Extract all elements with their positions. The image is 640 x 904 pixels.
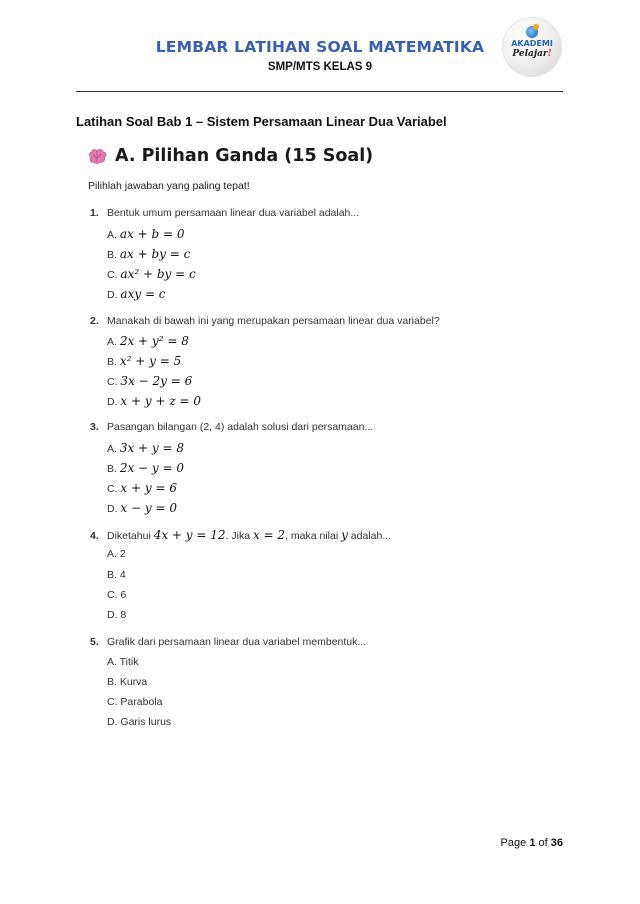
option-2a: A. 2x + y² = 8 xyxy=(107,334,189,348)
option-2b: B. x² + y = 5 xyxy=(107,354,182,368)
section-title: A. Pilihan Ganda (15 Soal) xyxy=(115,146,374,166)
option-3c: C. x + y = 6 xyxy=(107,481,177,495)
option-4d: D. 8 xyxy=(107,609,127,621)
question-4: 4. Diketahui 4x + y = 12. Jika x = 2, maka nilai y adalah... xyxy=(90,528,392,542)
question-number: 2. xyxy=(90,315,99,327)
option-1c: C. ax² + by = c xyxy=(107,267,196,281)
option-3b: B. 2x − y = 0 xyxy=(107,461,185,475)
option-4b: B. 4 xyxy=(107,569,126,581)
akademi-pelajar-logo xyxy=(502,17,562,77)
question-2 xyxy=(90,315,440,327)
logo-text-akademi: AKADEMI xyxy=(511,39,553,48)
question-number: 3. xyxy=(90,421,99,433)
brain-icon xyxy=(88,149,107,164)
header-divider xyxy=(76,91,563,92)
logo-text-pelajar: Pelajar! xyxy=(512,49,552,59)
question-number: 4. xyxy=(90,530,99,542)
option-1b: B. ax + by = c xyxy=(107,247,191,261)
globe-icon xyxy=(526,26,538,38)
question-text: Grafik dari persamaan linear dua variabel membentuk... xyxy=(107,636,367,648)
option-5c: C. Parabola xyxy=(107,696,163,708)
option-1a: A. ax + b = 0 xyxy=(107,227,185,241)
option-4a: A. 2 xyxy=(107,548,126,560)
option-3a: A. 3x + y = 8 xyxy=(107,441,185,455)
option-1d: D. axy = c xyxy=(107,287,166,301)
document-title: LEMBAR LATIHAN SOAL MATEMATIKA xyxy=(155,38,485,56)
option-5a: A. Titik xyxy=(107,656,139,668)
question-1 xyxy=(90,207,359,219)
question-3 xyxy=(90,421,373,433)
question-text: Bentuk umum persamaan linear dua variabel adalah... xyxy=(107,207,360,219)
chapter-title: Latihan Soal Bab 1 – Sistem Persamaan Linear Dua Variabel xyxy=(76,114,447,129)
option-2c: C. 3x − 2y = 6 xyxy=(107,374,193,388)
question-text: Manakah di bawah ini yang merupakan persamaan linear dua variabel? xyxy=(107,315,440,327)
instruction-text: Pilihlah jawaban yang paling tepat! xyxy=(88,180,250,192)
section-heading xyxy=(88,146,373,166)
option-2d: D. x + y + z = 0 xyxy=(107,394,201,408)
page-number: Page 1 of 36 xyxy=(500,837,563,849)
option-5d: D. Garis lurus xyxy=(107,716,172,728)
document-subtitle: SMP/MTS KELAS 9 xyxy=(267,61,373,73)
question-number: 1. xyxy=(90,207,99,219)
option-5b: B. Kurva xyxy=(107,676,148,688)
option-3d: D. x − y = 0 xyxy=(107,501,177,515)
question-text: Pasangan bilangan (2, 4) adalah solusi dari persamaan... xyxy=(107,421,374,433)
option-4c: C. 6 xyxy=(107,589,127,601)
question-number: 5. xyxy=(90,636,99,648)
question-5 xyxy=(90,636,366,648)
